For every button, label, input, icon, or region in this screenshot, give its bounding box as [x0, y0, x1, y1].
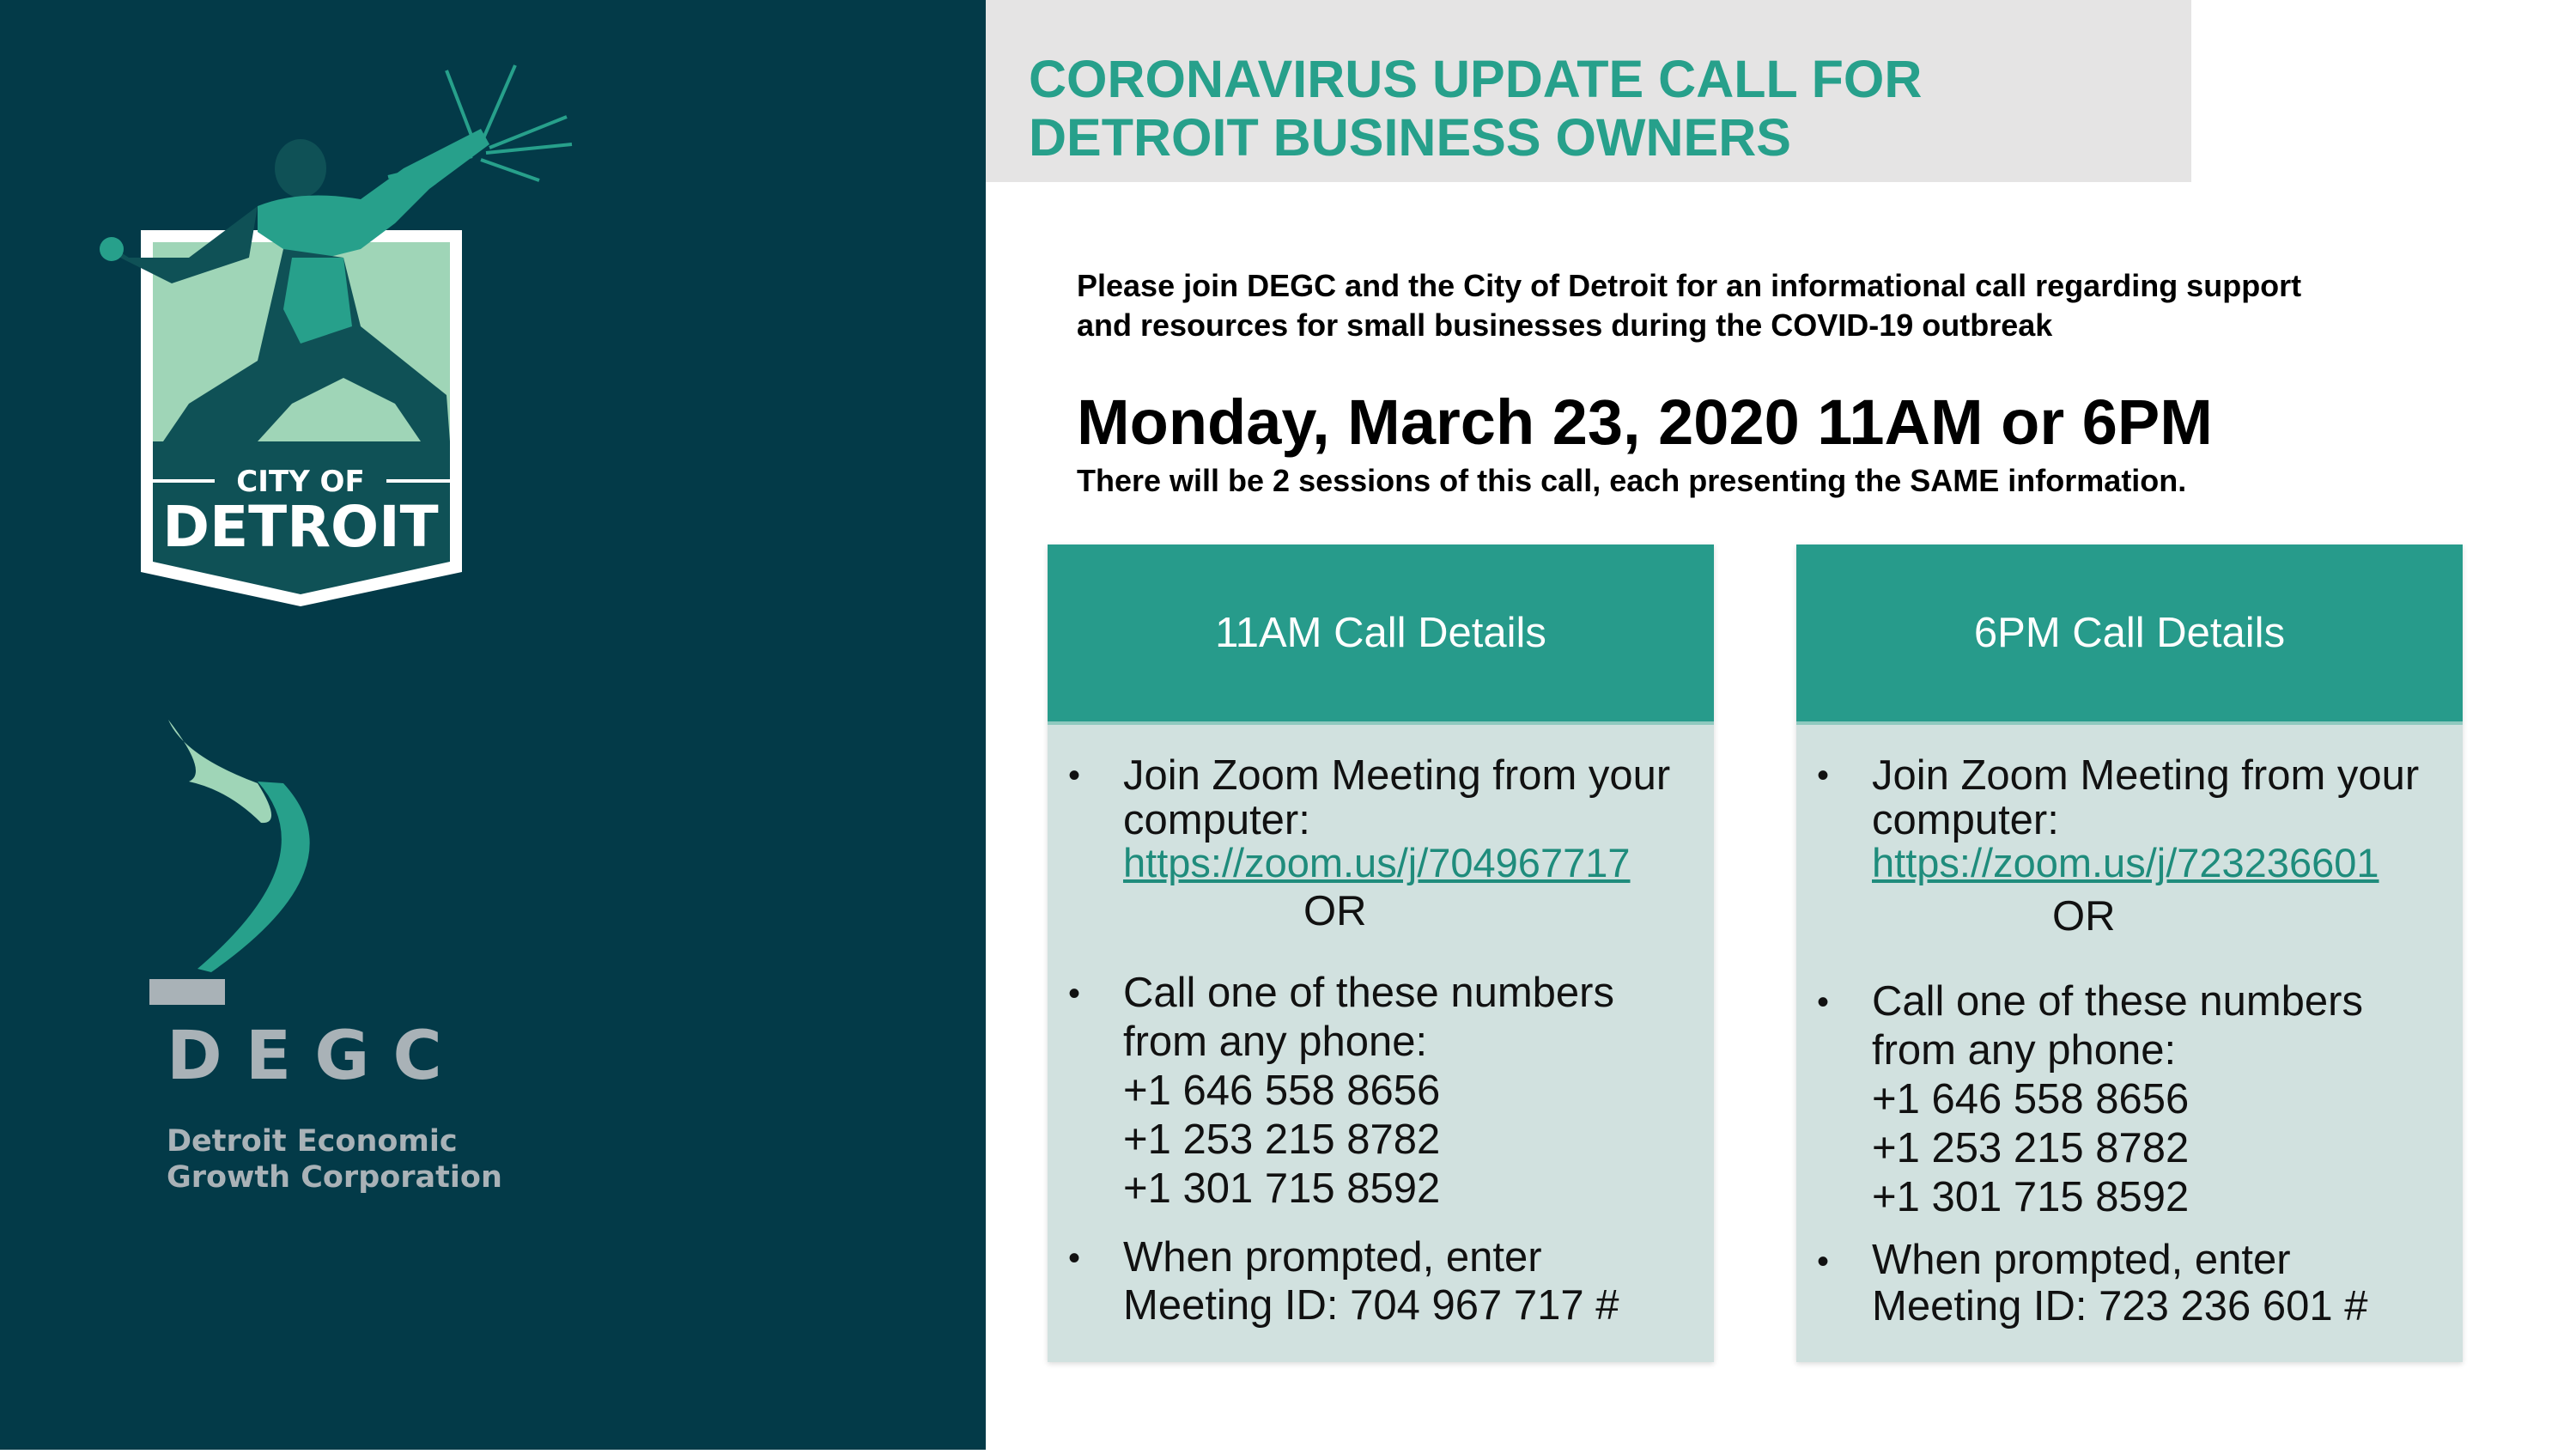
brand-logos [0, 0, 986, 1450]
or-separator: OR [1303, 888, 1367, 934]
meeting-id-bullet [1068, 1233, 1704, 1329]
degc-name-line1: Detroit Economic [167, 1124, 458, 1159]
degc-letters: D E G C [167, 1018, 442, 1095]
join-zoom-bullet [1068, 751, 1704, 888]
join-line1: Join Zoom Meeting from your [1872, 752, 2420, 799]
degc-name-line2: Growth Corporation [167, 1160, 502, 1195]
join-line1: Join Zoom Meeting from your [1123, 752, 1671, 799]
prompt-line1: When prompted, enter [1123, 1234, 1542, 1281]
call-numbers-bullet [1068, 969, 1704, 1214]
call-line1: Call one of these numbers [1872, 978, 2363, 1025]
left-brand-panel [0, 0, 986, 1450]
prompt-line1: When prompted, enter [1872, 1237, 2291, 1283]
bullet-dot: • [1068, 975, 1081, 1013]
bullet-dot: • [1817, 757, 1830, 794]
meeting-id: Meeting ID: 704 967 717 # [1123, 1282, 1619, 1329]
city-of-text: CITY OF [236, 465, 365, 499]
phone-number[interactable]: +1 646 558 8656 [1872, 1076, 2190, 1122]
intro-line2: and resources for small businesses during the COVID-19 outbreak [1077, 307, 2053, 343]
zoom-link[interactable]: https://zoom.us/j/723236601 [1872, 840, 2379, 885]
intro-paragraph [1077, 266, 2301, 345]
sessions-note: There will be 2 sessions of this call, each presenting the SAME information. [1077, 463, 2187, 498]
meeting-id: Meeting ID: 723 236 601 # [1872, 1283, 2368, 1329]
title-line2: DETROIT BUSINESS OWNERS [1029, 108, 1791, 167]
bullet-dot: • [1817, 983, 1830, 1021]
call-line2: from any phone: [1872, 1027, 2177, 1074]
zoom-link[interactable]: https://zoom.us/j/704967717 [1123, 840, 1631, 885]
call-details-card-6pm [1796, 544, 2463, 1362]
call-line2: from any phone: [1123, 1019, 1428, 1065]
join-line2: computer: [1123, 797, 1310, 843]
call-numbers-bullet [1817, 977, 2452, 1222]
degc-full-name [167, 1123, 502, 1195]
degc-bar [149, 979, 225, 1005]
meeting-id-bullet [1817, 1237, 2452, 1329]
card-title: 11AM Call Details [1048, 544, 1714, 725]
or-separator: OR [2052, 893, 2116, 940]
phone-number[interactable]: +1 301 715 8592 [1123, 1165, 1441, 1212]
phone-number[interactable]: +1 253 215 8782 [1872, 1125, 2190, 1171]
intro-line1: Please join DEGC and the City of Detroit for an informational call regarding support [1077, 268, 2302, 303]
degc-logo [149, 720, 442, 1095]
join-zoom-bullet [1817, 751, 2452, 888]
phone-number[interactable]: +1 253 215 8782 [1123, 1116, 1441, 1163]
title-banner [986, 0, 2191, 182]
call-details-card-11am [1048, 544, 1714, 1362]
bullet-dot: • [1068, 757, 1081, 794]
phone-number[interactable]: +1 301 715 8592 [1872, 1174, 2190, 1220]
call-line1: Call one of these numbers [1123, 970, 1614, 1016]
phone-number[interactable]: +1 646 558 8656 [1123, 1068, 1441, 1114]
event-date-headline: Monday, March 23, 2020 11AM or 6PM [1077, 386, 2213, 458]
bullet-dot: • [1068, 1239, 1081, 1277]
bullet-dot: • [1817, 1243, 1830, 1281]
join-line2: computer: [1872, 797, 2059, 843]
flame-icon [168, 720, 271, 823]
card-title: 6PM Call Details [1796, 544, 2463, 725]
city-of-detroit-logo [100, 65, 572, 606]
page-title [1029, 50, 1922, 167]
title-line1: CORONAVIRUS UPDATE CALL FOR [1029, 50, 1923, 108]
detroit-text: DETROIT [162, 494, 439, 560]
